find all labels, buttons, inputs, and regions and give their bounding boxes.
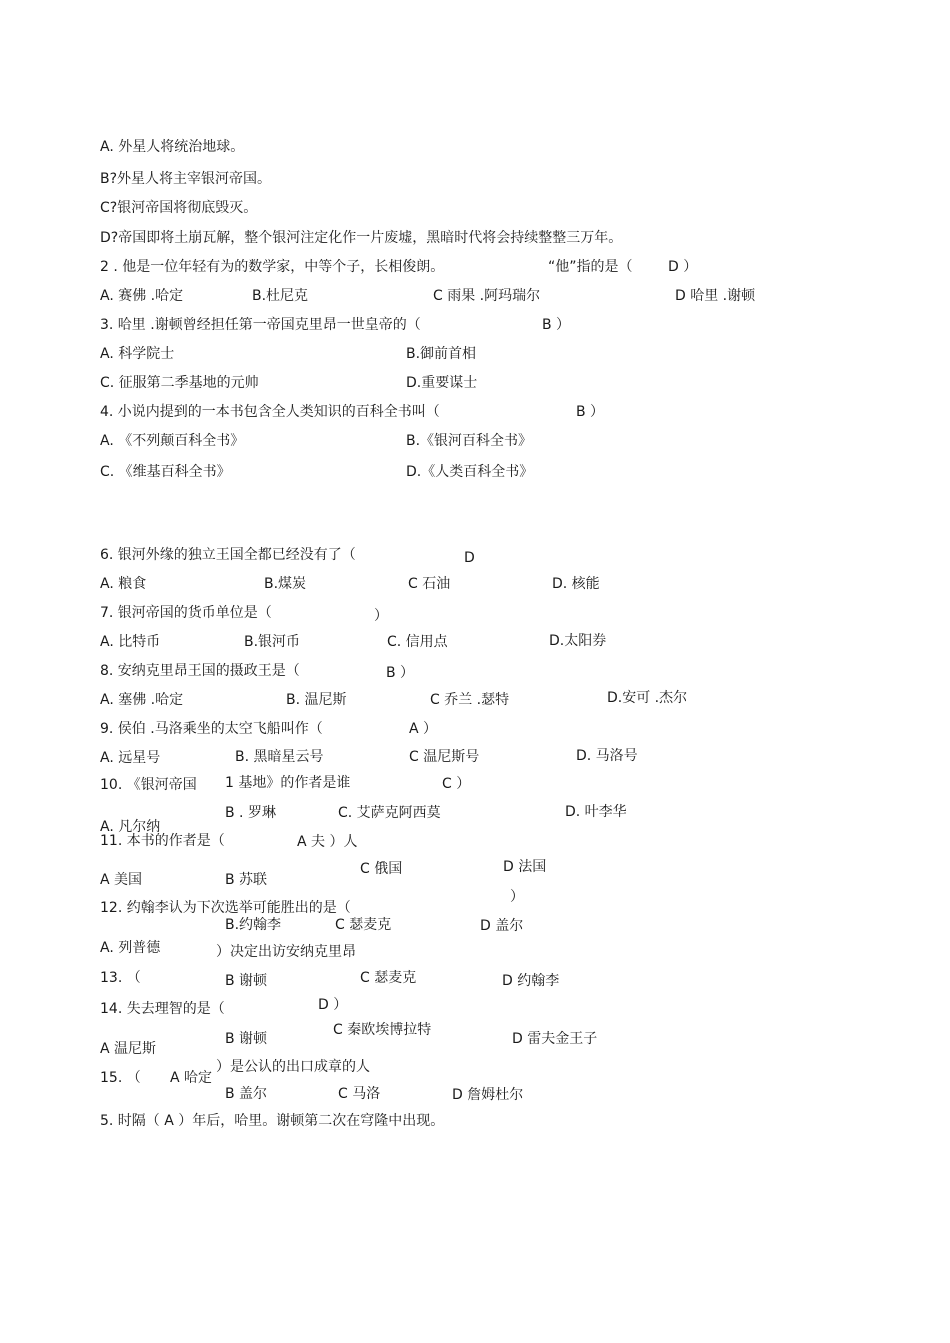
q3-option-a: A. 科学院士 <box>100 346 175 362</box>
q11-option-c: C 俄国 <box>360 861 403 877</box>
q14-option-c: C 秦欧埃博拉特 <box>333 1022 432 1038</box>
q8-option-a: A. 塞佛 .哈定 <box>100 692 184 708</box>
q10-answer: C ） <box>442 776 471 792</box>
q10-option-c: C. 艾萨克阿西莫 <box>338 805 441 821</box>
q14-answer: D ） <box>318 997 348 1013</box>
q12-option-b: B.约翰李 <box>225 917 282 933</box>
q13-stem: 13. （ <box>100 970 141 986</box>
q2-stem-quote: “他”指的是（ <box>548 259 633 275</box>
q9-option-b: B. 黑暗星云号 <box>235 749 324 765</box>
q11-option-a: A 美国 <box>100 872 143 888</box>
q14-option-b: B 谢顿 <box>225 1031 268 1047</box>
q2-option-d: D 哈里 .谢顿 <box>675 288 756 304</box>
q2-stem: 2 . 他是一位年轻有为的数学家，中等个子，长相俊朗。 <box>100 259 445 275</box>
q9-option-c: C 温尼斯号 <box>409 749 480 765</box>
q1-option-c: C?银河帝国将彻底毁灭。 <box>100 200 258 216</box>
q9-option-d: D. 马洛号 <box>576 748 638 764</box>
q1-option-d: D?帝国即将土崩瓦解，整个银河注定化作一片废墟，黑暗时代将会持续整整三万年。 <box>100 230 623 246</box>
q7-stem: 7. 银河帝国的货币单位是（ <box>100 605 272 621</box>
q4-option-b: B.《银河百科全书》 <box>406 433 533 449</box>
q10-option-b: B . 罗琳 <box>225 805 276 821</box>
q12-option-a: A. 列普德 <box>100 940 161 956</box>
q9-stem: 9. 侯伯 .马洛乘坐的太空飞船叫作（ <box>100 721 323 737</box>
q6-option-c: C 石油 <box>408 576 451 592</box>
q7-answer: ） <box>374 608 388 624</box>
q14-option-a: A 温尼斯 <box>100 1041 157 1057</box>
q3-option-c: C. 征服第二季基地的元帅 <box>100 375 259 391</box>
q3-option-b: B.御前首相 <box>406 346 477 362</box>
q4-option-d: D.《人类百科全书》 <box>406 464 534 480</box>
q8-stem: 8. 安纳克里昂王国的摄政王是（ <box>100 663 300 679</box>
q7-option-b: B.银河币 <box>244 634 301 650</box>
q4-stem: 4. 小说内提到的一本书包含全人类知识的百科全书叫（ <box>100 404 440 420</box>
q2-option-a: A. 赛佛 .哈定 <box>100 288 184 304</box>
q3-answer: B ） <box>542 317 571 333</box>
q15-stem: 15. （ <box>100 1070 141 1086</box>
q4-option-a: A. 《不列颠百科全书》 <box>100 433 245 449</box>
q10-option-d: D. 叶李华 <box>565 804 627 820</box>
q4-option-c: C. 《维基百科全书》 <box>100 464 231 480</box>
q8-option-b: B. 温尼斯 <box>286 692 347 708</box>
q8-answer: B ） <box>386 665 415 681</box>
q10-option-a: A. 凡尔纳 <box>100 819 161 835</box>
q11-answer: A 夫 ）人 <box>297 834 358 850</box>
q15-option-b: B 盖尔 <box>225 1086 268 1102</box>
q6-stem: 6. 银河外缘的独立王国全都已经没有了（ <box>100 547 356 563</box>
q7-option-a: A. 比特币 <box>100 634 161 650</box>
q2-answer: D ） <box>668 259 698 275</box>
q14-stem: 14. 失去理智的是（ <box>100 1001 225 1017</box>
q8-option-c: C 乔兰 .瑟特 <box>430 692 510 708</box>
q7-option-c: C. 信用点 <box>387 634 448 650</box>
q3-option-d: D.重要谋士 <box>406 375 478 391</box>
q1-option-a: A. 外星人将统治地球。 <box>100 139 245 155</box>
q8-option-d: D.安可 .杰尔 <box>607 690 688 706</box>
q15-option-c: C 马洛 <box>338 1086 381 1102</box>
q6-option-a: A. 粮食 <box>100 576 147 592</box>
q12-option-d: D 盖尔 <box>480 918 524 934</box>
q9-answer: A ） <box>409 721 438 737</box>
q15-stem-cont: ）是公认的出口成章的人 <box>216 1059 370 1075</box>
q9-option-a: A. 远星号 <box>100 750 161 766</box>
q15-option-a: A 哈定 <box>170 1070 213 1086</box>
q15-option-d: D 詹姆杜尔 <box>452 1087 524 1103</box>
q12-paren: ） <box>510 889 524 905</box>
q11-option-b: B 苏联 <box>225 872 268 888</box>
q11-stem: 11. 本书的作者是（ <box>100 833 225 849</box>
q10-stem-cont: 1 基地》的作者是谁 <box>225 775 351 791</box>
q13-option-d: D 约翰李 <box>502 973 560 989</box>
q6-answer: D <box>464 550 475 566</box>
q13-option-b: B 谢顿 <box>225 973 268 989</box>
q3-stem: 3. 哈里 .谢顿曾经担任第一帝国克里昂一世皇帝的（ <box>100 317 421 333</box>
q4-answer: B ） <box>576 404 605 420</box>
q13-option-c: C 瑟麦克 <box>360 970 417 986</box>
q6-option-d: D. 核能 <box>552 576 600 592</box>
q7-option-d: D.太阳券 <box>549 633 607 649</box>
q14-option-d: D 雷夫金王子 <box>512 1031 598 1047</box>
q2-option-c: C 雨果 .阿玛瑞尔 <box>433 288 541 304</box>
q5-stem: 5. 时隔（ A ）年后，哈里。谢顿第二次在穹隆中出现。 <box>100 1113 445 1129</box>
q12-stem: 12. 约翰李认为下次选举可能胜出的是（ <box>100 900 351 916</box>
q1-option-b: B?外星人将主宰银河帝国。 <box>100 171 272 187</box>
q2-option-b: B.杜尼克 <box>252 288 309 304</box>
q6-option-b: B.煤炭 <box>264 576 307 592</box>
q10-stem: 10. 《银河帝国 <box>100 777 197 793</box>
q11-option-d: D 法国 <box>503 859 547 875</box>
q13-stem-cont: ）决定出访安纳克里昂 <box>216 944 356 960</box>
q12-option-c: C 瑟麦克 <box>335 917 392 933</box>
